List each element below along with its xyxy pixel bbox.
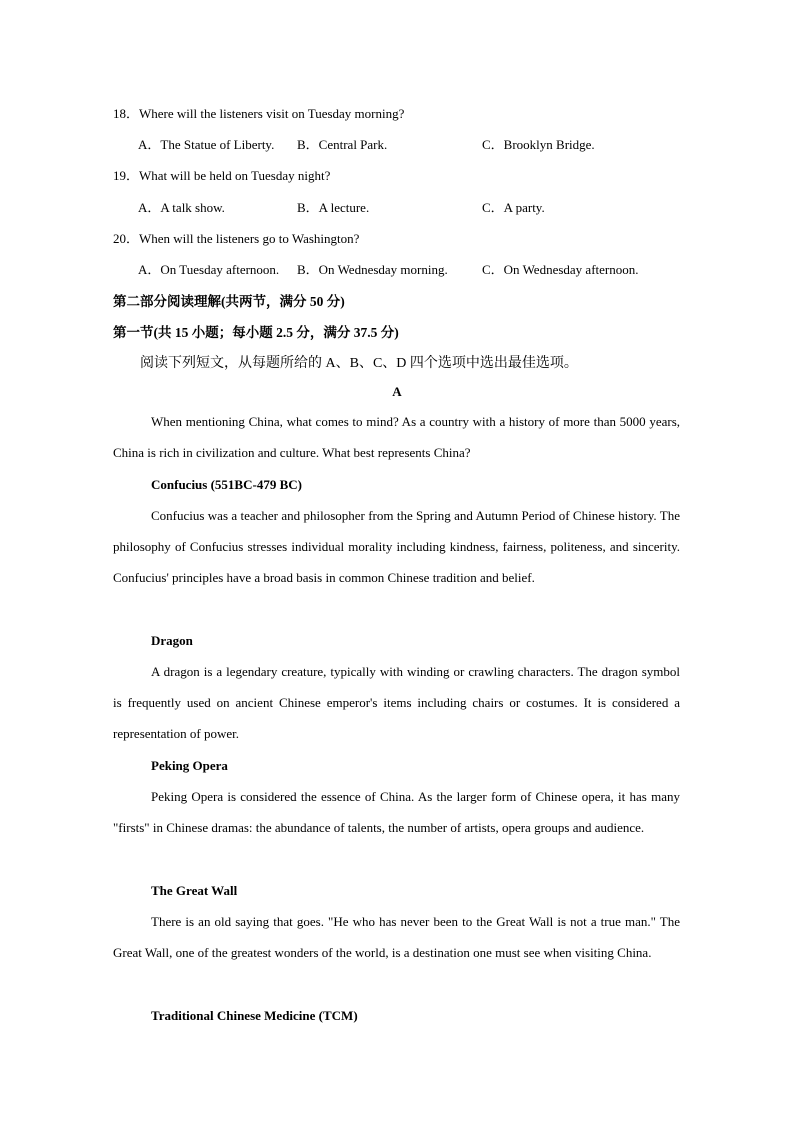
section-title-great-wall: The Great Wall (151, 883, 238, 898)
section-one-header: 第一节(共 15 小题；每小题 2.5 分，满分 37.5 分) (113, 325, 399, 340)
option-b: B．Central Park. (297, 137, 388, 152)
instruction-text: 阅读下列短文，从每题所给的 A、B、C、D 四个选项中选出最佳选项。 (140, 356, 578, 371)
section-body-dragon: A dragon is a legendary creature, typically with winding or crawling characters. The dragon symbol is frequently used on ancient Chinese emperor's items including chairs or costumes. It is considered a representation of power. (113, 664, 680, 742)
option-c: C．A party. (482, 200, 545, 215)
question-19-stem: 19．What will be held on Tuesday night? (113, 168, 331, 183)
question-18-options (138, 134, 698, 152)
intro-paragraph: When mentioning China, what comes to mind? As a country with a history of more than 5000 years, China is rich in civilization and culture. What best represents China? (113, 414, 680, 461)
section-body-peking-opera: Peking Opera is considered the essence of China. As the larger form of Chinese opera, it has many "firsts" in Chinese dramas: the abundance of talents, the number of artists, opera groups and audience. (113, 789, 680, 836)
question-20-options (138, 259, 698, 277)
section-title-confucius: Confucius (551BC-479 BC) (151, 477, 302, 492)
option-a: A．The Statue of Liberty. (138, 137, 275, 152)
section-title-peking-opera: Peking Opera (151, 758, 228, 773)
option-c: C．On Wednesday afternoon. (482, 262, 639, 277)
section-body-great-wall: There is an old saying that goes. "He who has never been to the Great Wall is not a true man." The Great Wall, one of the greatest wonders of the world, is a destination one must see when visiting China. (113, 914, 680, 961)
question-19-options (138, 197, 698, 215)
section-title-dragon: Dragon (151, 633, 193, 648)
section-title-tcm: Traditional Chinese Medicine (TCM) (151, 1008, 358, 1023)
option-b: B．On Wednesday morning. (297, 262, 448, 277)
section-body-confucius: Confucius was a teacher and philosopher from the Spring and Autumn Period of Chinese history. The philosophy of Confucius stresses individual morality including kindness, fairness, politeness, and sincerity. Confucius' principles have a broad basis in common Chinese tradition and belief. (113, 508, 680, 586)
option-c: C．Brooklyn Bridge. (482, 137, 595, 152)
question-20-stem: 20．When will the listeners go to Washington? (113, 231, 360, 246)
passage-label: A (392, 384, 402, 399)
part-two-header: 第二部分阅读理解(共两节，满分 50 分) (113, 294, 345, 309)
option-a: A．A talk show. (138, 200, 225, 215)
question-18-stem: 18．Where will the listeners visit on Tuesday morning? (113, 106, 405, 121)
option-a: A．On Tuesday afternoon. (138, 262, 280, 277)
option-b: B．A lecture. (297, 200, 370, 215)
